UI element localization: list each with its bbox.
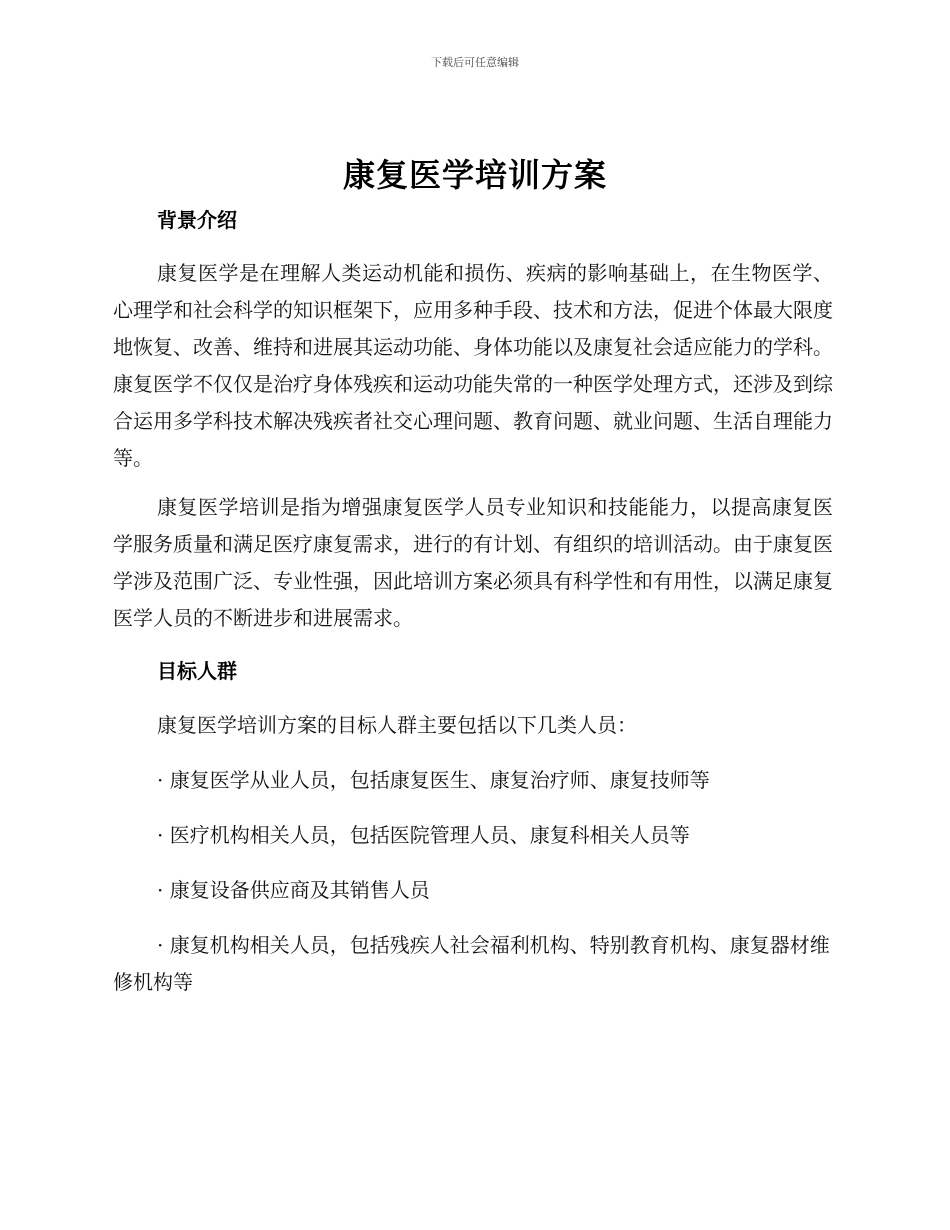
document-title: 康复医学培训方案 [342,156,607,194]
paragraph: 康复医学培训是指为增强康复医学人员专业知识和技能能力，以提高康复医学服务质量和满足医疗康复需求，进行的有计划、有组织的培训活动。由于康复医学涉及范围广泛、专业性强，因此培训方案必须具有科学性和有用性，以满足康复医学人员的不断进步和进展需求。 [113,495,833,630]
paragraph: 康复医学是在理解人类运动机能和损伤、疾病的影响基础上，在生物医学、心理学和社会科学的知识框架下，应用多种手段、技术和方法，促进个体最大限度地恢复、改善、维持和进展其运动功能、身体功能以及康复社会适应能力的学科。康复医学不仅仅是治疗身体残疾和运动功能失常的一种医学处理方式，还涉及到综合运用多学科技术解决残疾者社交心理问题、教育问题、就业问题、生活自理能力等。 [113,261,833,470]
list-item: · 医疗机构相关人员，包括医院管理人员、康复科相关人员等 [157,823,690,847]
list-item: · 康复设备供应商及其销售人员 [157,878,430,902]
list-item: · 康复机构相关人员，包括残疾人社会福利机构、特别教育机构、康复器材维修机构等 [113,933,830,994]
header-note: 下载后可任意编辑 [431,56,519,69]
section-heading-target-audience: 目标人群 [157,659,237,683]
list-item: · 康复医学从业人员，包括康复医生、康复治疗师、康复技师等 [157,768,710,792]
document-body [113,202,833,1001]
paragraph: 康复医学培训方案的目标人群主要包括以下几类人员： [157,713,637,737]
section-heading-background: 背景介绍 [157,208,237,232]
